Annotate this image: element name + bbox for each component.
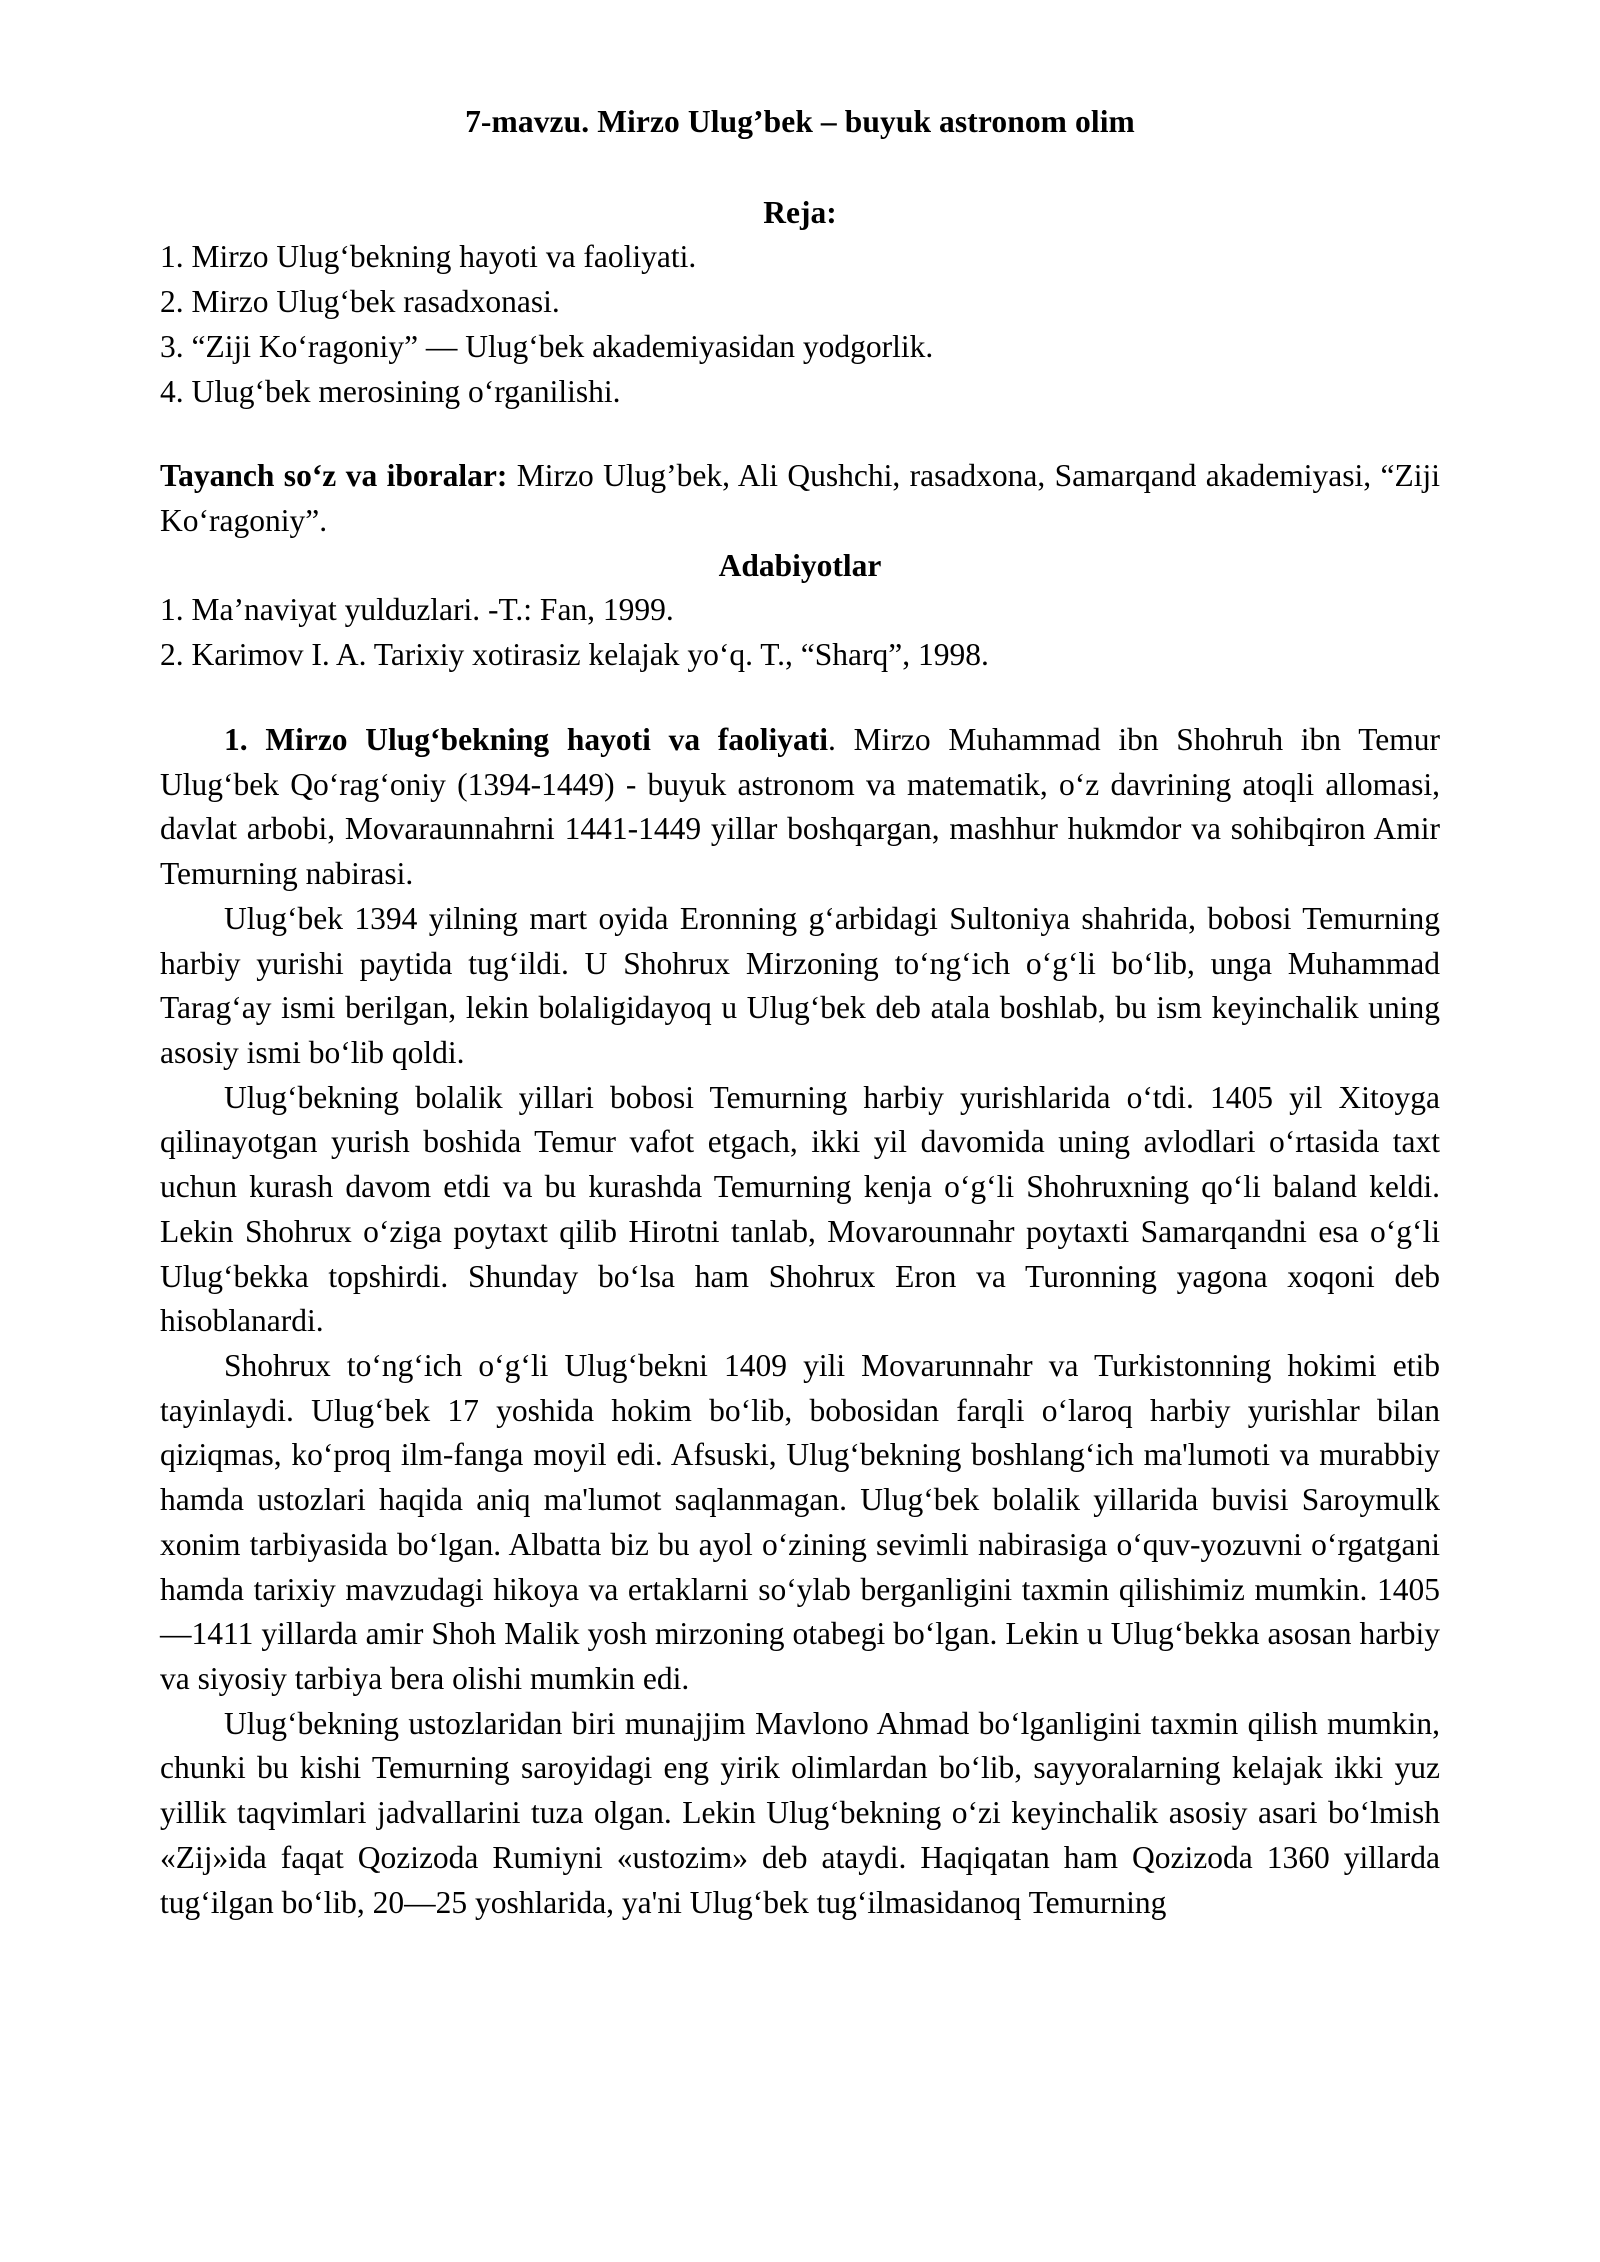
keywords-text: Mirzo Ulug’bek, Ali Qushchi, rasadxona, Samarqand akademiyasi, “Ziji Ko‘ragoniy”. [160, 458, 1440, 539]
keywords-paragraph [160, 454, 1440, 543]
document-body [160, 100, 1440, 1925]
body-paragraph-3: Ulug‘bekning bolalik yillari bobosi Temurning harbiy yurishlarida o‘tdi. 1405 yil Xitoyga qilinayotgan yurish boshida Temur vafot etgach, ikki yil davomida uning avlodlari o‘rtasida taxt uchun kurash davom etdi va bu kurashda Temurning kenja o‘g‘li Shohruxning qo‘li baland keldi. Lekin Shohrux o‘ziga poytaxt qilib Hirotni tanlab, Movarounnahr poytaxti Samarqandni esa o‘g‘li Ulug‘bekka topshirdi. Shunday bo‘lsa ham Shohrux Eron va Turonning yagona xoqoni deb hisoblanardi. [160, 1079, 1440, 1339]
body-paragraph-2: Ulug‘bek 1394 yilning mart oyida Eronning g‘arbidagi Sultoniya shahrida, bobosi Temurning harbiy yurishi paytida tug‘ildi. U Shohrux Mirzoning to‘ng‘ich o‘g‘li bo‘lib, unga Muhammad Tarag‘ay ismi berilgan, lekin bolaligidayoq u Ulug‘bek deb atala boshlab, bu ism keyinchalik uning asosiy ismi bo‘lib qoldi. [160, 900, 1440, 1070]
spacer [160, 678, 1440, 718]
plan-heading: Reja: [763, 194, 837, 230]
section-1-paragraph [160, 718, 1440, 897]
reference-item-1: 1. Ma’naviyat yulduzlari. -T.: Fan, 1999. [160, 592, 674, 628]
reference-item-2: 2. Karimov I. A. Tarixiy xotirasiz kelajak yo‘q. T., “Sharq”, 1998. [160, 637, 989, 673]
page-title: 7-mavzu. Mirzo Ulug’bek – buyuk astronom olim [465, 104, 1135, 139]
plan-item-1: 1. Mirzo Ulug‘bekning hayoti va faoliyati. [160, 239, 697, 275]
section-1-text: . Mirzo Muhammad ibn Shohruh ibn Temur Ulug‘bek Qo‘rag‘oniy (1394-1449) - buyuk astronom va matematik, o‘z davrining atoqli allomasi, davlat arbobi, Movaraunnahrni 1441-1449 yillar boshqargan, mashhur hukmdor va sohibqiron Amir Temurning nabirasi. [160, 721, 1440, 892]
keywords-label: Tayanch so‘z va iboralar: [160, 458, 508, 494]
plan-item-3: 3. “Ziji Ko‘ragoniy” — Ulug‘bek akademiyasidan yodgorlik. [160, 328, 934, 364]
references-heading: Adabiyotlar [718, 547, 882, 583]
plan-item-2: 2. Mirzo Ulug‘bek rasadxonasi. [160, 284, 560, 320]
body-paragraph-4: Shohrux to‘ng‘ich o‘g‘li Ulug‘bekni 1409 yili Movarunnahr va Turkistonning hokimi etib tayinlaydi. Ulug‘bek 17 yoshida hokim bo‘lib, bobosidan farqli o‘laroq harbiy yurishlar bilan qiziqmas, ko‘proq ilm-fanga moyil edi. Afsuski, Ulug‘bekning boshlang‘ich ma'lumoti va murabbiy hamda ustozlari haqida aniq ma'lumot saqlanmagan. Ulug‘bek bolalik yillarida buvisi Saroymulk xonim tarbiyasida bo‘lgan. Albatta biz bu ayol o‘zining sevimli nabirasiga o‘quv-yozuvni o‘rgatgani hamda tarixiy mavzudagi hikoya va ertaklarni so‘ylab berganligini taxmin qilishimiz mumkin. 1405—1411 yillarda amir Shoh Malik yosh mirzoning otabegi bo‘lgan. Lekin u Ulug‘bekka asosan harbiy va siyosiy tarbiya bera olishi mumkin edi. [160, 1347, 1440, 1696]
body-paragraph-5: Ulug‘bekning ustozlaridan biri munajjim Mavlono Ahmad bo‘lganligini taxmin qilish mumkin, chunki bu kishi Temurning saroyidagi eng yirik olimlardan bo‘lib, sayyoralarning kelajak ikki yuz yillik taqvimlari jadvallarini tuza olgan. Lekin Ulug‘bekning o‘zi keyinchalik asosiy asari bo‘lmish «Zij»ida faqat Qozizoda Rumiyni «ustozim» deb ataydi. Haqiqatan ham Qozizoda 1360 yillarda tug‘ilgan bo‘lib, 20—25 yoshlarida, ya'ni Ulug‘bek tug‘ilmasidanoq Temurning [160, 1705, 1440, 1920]
spacer [160, 414, 1440, 454]
plan-item-4: 4. Ulug‘bek merosining o‘rganilishi. [160, 373, 621, 409]
section-1-label: 1. Mirzo Ulug‘bekning hayoti va faoliyati [224, 721, 829, 757]
